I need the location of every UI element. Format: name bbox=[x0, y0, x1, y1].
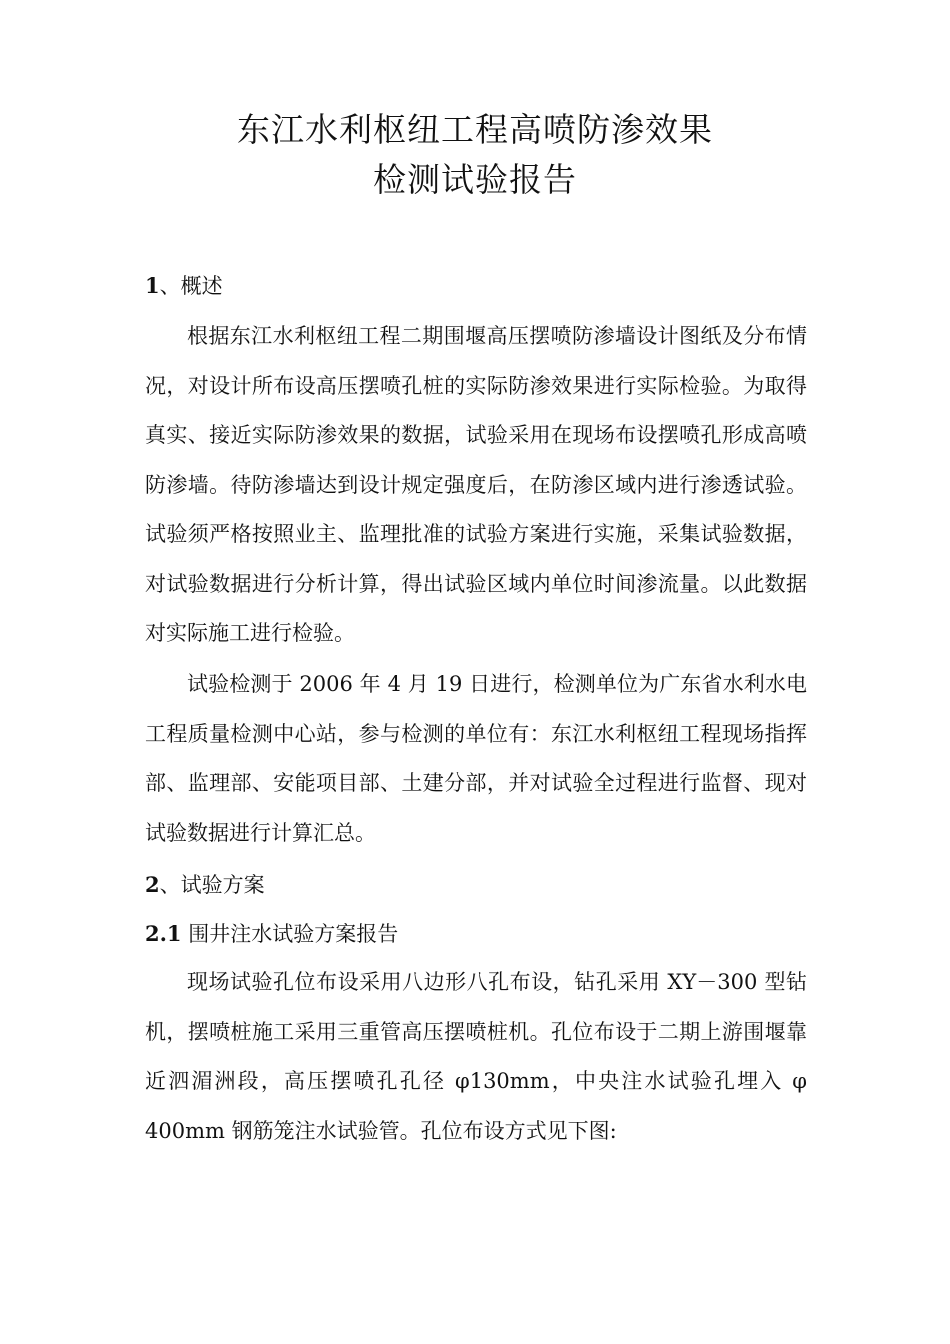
report-title-line-1: 东江水利枢纽工程高喷防渗效果 bbox=[237, 110, 713, 149]
paragraph-test-plan: 现场试验孔位布设采用八边形八孔布设，钻孔采用 XY－300 型钻机，摆喷桩施工采用三重管高压摆喷桩机。孔位布设于二期上游围堰靠近泗湄洲段，高压摆喷孔孔径 φ130mm，中央注水试验孔埋入 φ 400mm 钢筋笼注水试验管。孔位布设方式见下图: bbox=[145, 970, 807, 1143]
section-number: 2.1 bbox=[145, 921, 182, 946]
subsection-heading-2-1 bbox=[145, 918, 398, 948]
section-number: 2 bbox=[145, 872, 160, 897]
paragraph-overview-1: 根据东江水利枢纽工程二期围堰高压摆喷防渗墙设计图纸及分布情况，对设计所布设高压摆喷孔桩的实际防渗效果进行实际检验。为取得真实、接近实际防渗效果的数据，试验采用在现场布设摆喷孔形成高喷防渗墙。待防渗墙达到设计规定强度后，在防渗区域内进行渗透试验。试验须严格按照业主、监理批准的试验方案进行实施，采集试验数据，对试验数据进行分析计算，得出试验区域内单位时间渗流量。以此数据对实际施工进行检验。 bbox=[145, 324, 807, 645]
section-title: 、试验方案 bbox=[159, 873, 265, 897]
section-heading-overview bbox=[145, 270, 223, 300]
paragraph-overview-2: 试验检测于 2006 年 4 月 19 日进行，检测单位为广东省水利水电工程质量检测中心站，参与检测的单位有：东江水利枢纽工程现场指挥部、监理部、安能项目部、土建分部，并对试验全过程进行监督、现对试验数据进行计算汇总。 bbox=[145, 672, 807, 845]
section-heading-test-plan bbox=[145, 869, 265, 899]
section-number: 1 bbox=[145, 273, 160, 298]
report-title-line-2: 检测试验报告 bbox=[373, 160, 577, 199]
section-title: 、概述 bbox=[159, 274, 223, 298]
section-title: 围井注水试验方案报告 bbox=[181, 922, 399, 946]
